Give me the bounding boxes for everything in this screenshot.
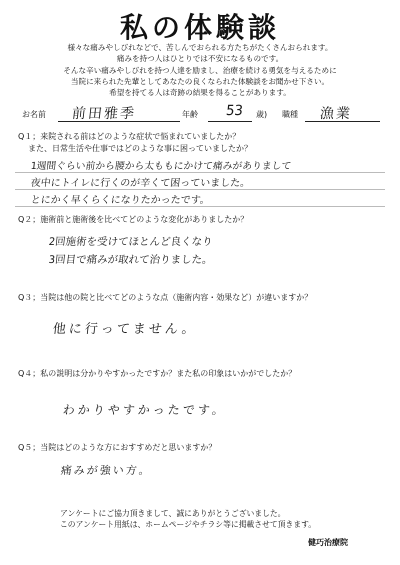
answer-1-line: とにかく早くらくになりたかったです。 — [30, 195, 211, 206]
age-unit: 歳) — [256, 110, 268, 119]
answer-5-line: 痛みが強い方。 — [60, 464, 153, 477]
answer-1-line: 夜中にトイレに行くのが辛くて困っていました。 — [30, 178, 251, 189]
intro-text — [20, 42, 380, 98]
name-underline — [58, 121, 180, 122]
respondent-info — [20, 103, 385, 123]
age-label: 年齢 — [182, 110, 198, 119]
name-label: お名前 — [22, 110, 46, 119]
answer-2-line: 3回目で痛みが取れて治りました。 — [48, 254, 214, 266]
answer-1-line: 1週間ぐらい前から腰から太ももにかけて痛みがありまして — [30, 161, 292, 172]
question-5 — [18, 442, 388, 454]
intro-line: そんな辛い痛みやしびれを持つ人達を励まし、治療を続ける勇気を与えるために — [63, 65, 337, 75]
answer-2-line: 2回施術を受けてほとんど良くなり — [48, 236, 214, 248]
question-5-label: Q５；当院はどのような方におすすめだと思いますか？ — [18, 443, 217, 452]
question-3-label: Q３；当院は他の院と比べてどのような点（施術内容・効果など）が違いますか？ — [18, 293, 313, 302]
name-value: 前田雅季 — [71, 106, 137, 122]
job-value: 漁業 — [319, 106, 353, 122]
answer-3-line: 他に行ってません。 — [52, 322, 199, 337]
question-1 — [18, 131, 388, 155]
age-value: 53 — [225, 103, 244, 119]
question-1-label: Q１；来院される前はどのような症状で悩まれていましたか？ — [18, 132, 241, 141]
question-2-label: Q２；施術前と施術後を比べてどのような変化がありましたか？ — [18, 215, 249, 224]
question-4-label: Q４；私の説明は分かりやすかったですか？また私の印象はいかがでしたか？ — [18, 369, 297, 378]
job-underline — [305, 121, 380, 122]
answer-rule — [15, 172, 385, 173]
answer-4-line: わかりやすかったです。 — [62, 403, 228, 417]
question-4 — [18, 368, 388, 380]
footer-line: アンケートにご協力頂きまして、誠にありがとうございました。 — [60, 509, 286, 518]
age-underline — [208, 121, 252, 122]
job-label: 職種 — [282, 110, 298, 119]
question-2 — [18, 214, 388, 226]
footer-line: このアンケート用紙は、ホームページやチラシ等に掲載させて頂きます。 — [60, 520, 317, 529]
clinic-name: 健巧治療院 — [308, 538, 348, 547]
footer-note — [60, 508, 370, 530]
intro-line: 様々な痛みやしびれなどで、苦しんでおられる方たちがたくさんおられます。 — [67, 43, 333, 52]
intro-line: 当院に来られた先輩としてあなたの良くなられた体験談をお聞かせ下さい。 — [70, 76, 330, 86]
question-3 — [18, 292, 388, 304]
intro-line: 痛みを持つ人はひとりでは不安になるものです。 — [116, 54, 284, 64]
intro-line: 希望を持てる人は奇跡の結果を得ることがあります。 — [109, 88, 291, 98]
question-1-label-2: また、日常生活や仕事ではどのような事に困っていましたか？ — [28, 144, 252, 153]
answer-rule — [15, 206, 385, 207]
page-title: 私の体験談 — [119, 11, 280, 44]
answer-rule — [15, 189, 385, 190]
